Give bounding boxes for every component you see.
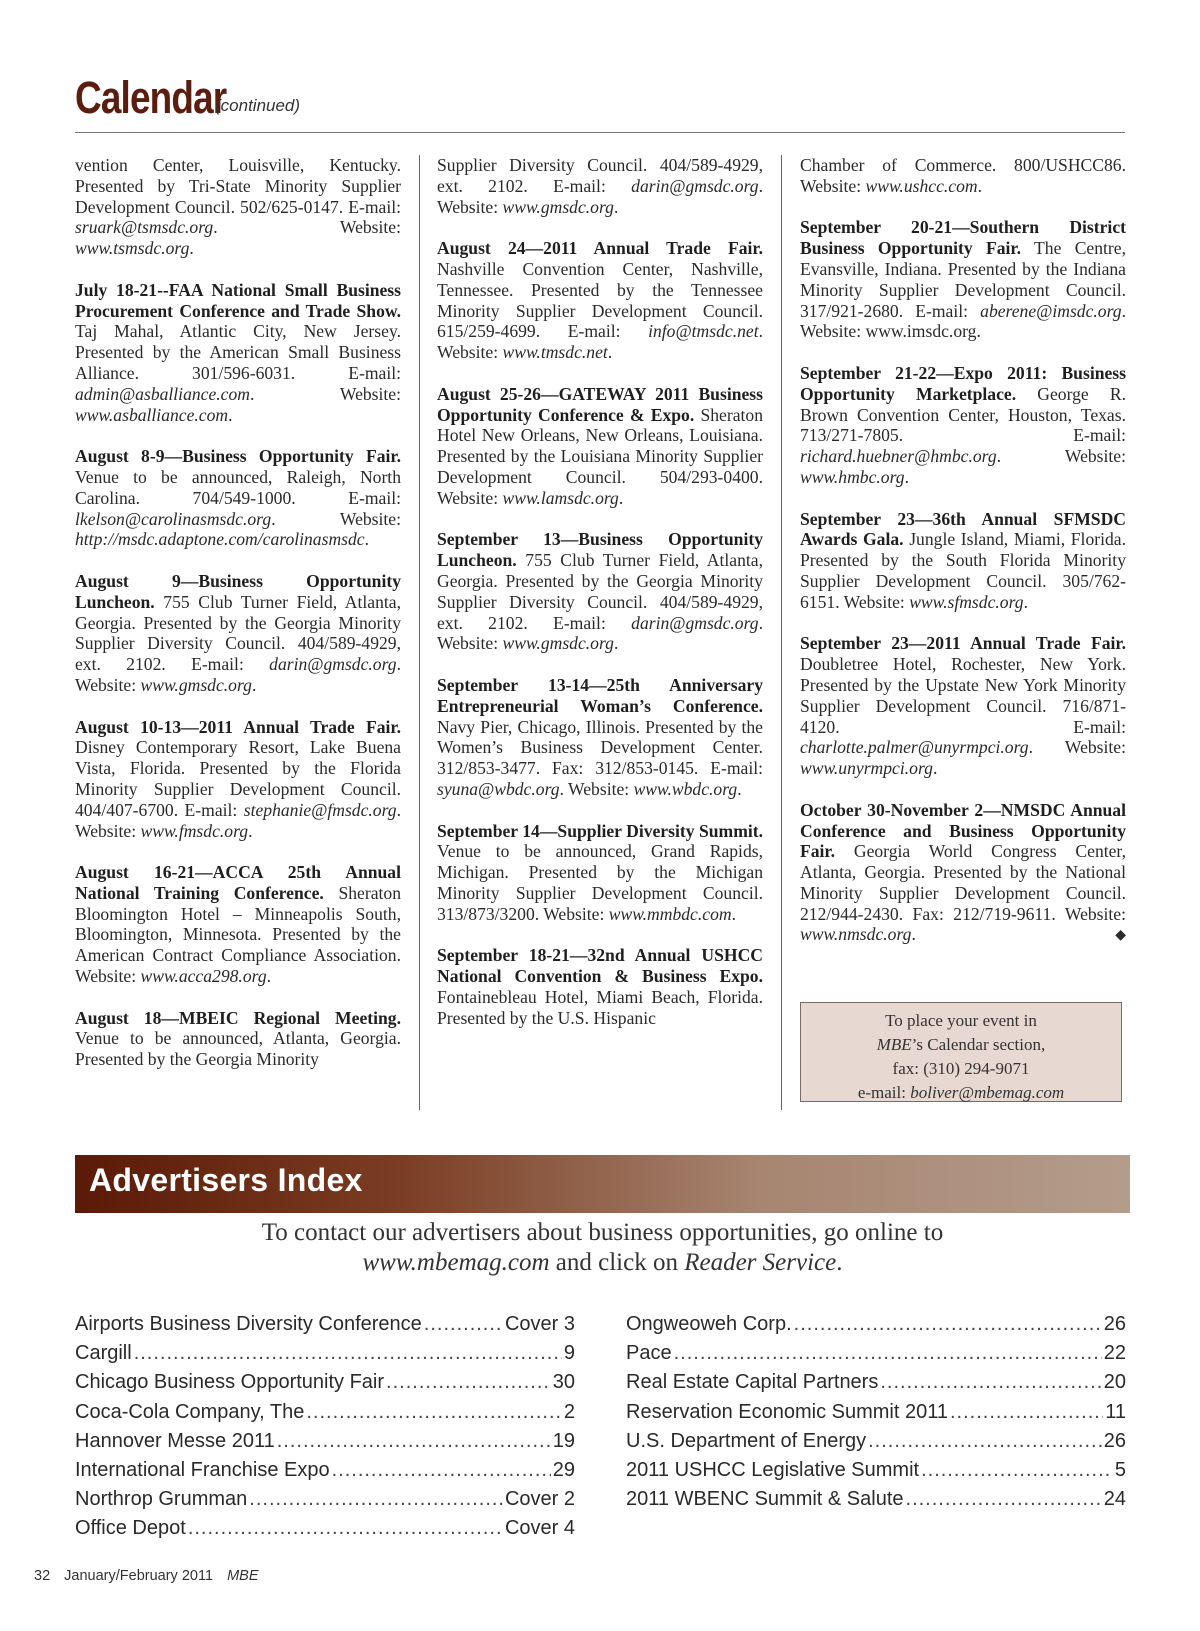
calendar-entry xyxy=(75,571,401,696)
event-website-label: . Website: xyxy=(213,217,401,238)
reader-service-text: Reader Service xyxy=(684,1249,837,1276)
event-website-label: . Website: xyxy=(996,446,1126,467)
advertisers-intro-end: . xyxy=(836,1249,843,1276)
advertiser-row[interactable] xyxy=(626,1313,1126,1342)
event-end: . xyxy=(737,778,742,799)
advertisers-intro-line2 xyxy=(75,1248,1130,1278)
event-details: Georgia World Congress Center, Atlanta, Georgia. Presented by the National Minority Supplier Development Council. 212/944-2430. Fax: 212/719-9611. Website: xyxy=(800,841,1126,924)
calendar-entry xyxy=(437,384,763,509)
event-details: The Centre, Evansville, Indiana. Presented by the Indiana Minority Supplier Development Council. 317/921-2680. E-mail: xyxy=(800,238,1126,321)
advertiser-page: 22 xyxy=(1103,1342,1126,1365)
event-website-label: . Website: xyxy=(437,175,763,217)
event-email[interactable]: admin@asballiance.com xyxy=(75,383,250,404)
event-website[interactable]: www.hmbc.org xyxy=(800,466,905,487)
dot-leader xyxy=(868,1430,1102,1453)
event-email[interactable]: stephanie@fmsdc.org xyxy=(243,799,397,820)
place-event-box xyxy=(800,1002,1122,1102)
calendar-entry xyxy=(437,675,763,800)
event-details: Disney Contemporary Resort, Lake Buena Vista, Florida. Presented by the Florida Minority Supplier Development Council. 404/407-6700. E-mail: xyxy=(75,737,401,820)
event-website-label: . Website: xyxy=(559,778,634,799)
advertiser-page: Cover 4 xyxy=(504,1517,575,1540)
dot-leader xyxy=(134,1342,562,1365)
event-website[interactable]: www.asballiance.com xyxy=(75,404,229,425)
issue-date: January/February 2011 xyxy=(64,1568,214,1584)
event-end: . xyxy=(607,342,613,363)
advertiser-row[interactable] xyxy=(75,1401,575,1430)
advertiser-page: 20 xyxy=(1103,1371,1126,1394)
event-details: Fontainebleau Hotel, Miami Beach, Florida. Presented by the U.S. Hispanic xyxy=(437,986,763,1028)
calendar-entry xyxy=(800,509,1126,613)
advertiser-page: 26 xyxy=(1103,1429,1126,1452)
event-title: August 16-21—ACCA 25th Annual National Training Conference. xyxy=(75,862,401,903)
dot-leader xyxy=(794,1313,1102,1336)
column-divider xyxy=(781,155,782,1110)
event-website[interactable]: www.sfmsdc.org xyxy=(909,591,1024,612)
place-box-line2-rest: ’s Calendar section, xyxy=(911,1035,1046,1054)
event-title: September 13-14—25th Anniversary Entrepreneurial Woman’s Conference. xyxy=(437,674,763,716)
calendar-entry xyxy=(75,717,401,842)
calendar-entry xyxy=(800,633,1126,779)
mbe-name: MBE xyxy=(876,1035,912,1054)
dot-leader xyxy=(249,1488,503,1511)
advertiser-name: Hannover Messe 2011 xyxy=(75,1429,275,1452)
event-end: . xyxy=(228,404,233,425)
advertisers-intro-mid: and click on xyxy=(549,1249,685,1276)
advertiser-name: Coca-Cola Company, The xyxy=(75,1400,305,1423)
event-title: August 24—2011 Annual Trade Fair. xyxy=(437,238,763,259)
event-details: Supplier Diversity Council. 404/589-4929, ext. 2102. E-mail: xyxy=(437,155,763,196)
place-box-line2 xyxy=(801,1033,1121,1057)
event-details: Venue to be announced, Raleigh, North Carolina. 704/549-1000. E-mail: xyxy=(75,466,401,508)
advertiser-row[interactable] xyxy=(626,1488,1126,1517)
event-website-label: . Website: xyxy=(1028,737,1126,758)
event-title: September 13—Business Opportunity Luncheon. xyxy=(437,529,763,571)
event-website[interactable]: www.lamsdc.org xyxy=(502,487,619,508)
advertiser-row[interactable] xyxy=(626,1401,1126,1430)
event-end: . xyxy=(618,487,624,508)
event-details: Venue to be announced, Atlanta, Georgia. Presented by the Georgia Minority xyxy=(75,1028,401,1070)
calendar-column-3 xyxy=(800,155,1126,966)
calendar-header xyxy=(75,70,1125,133)
dot-leader xyxy=(950,1401,1103,1424)
event-website-label: . Website: xyxy=(437,612,763,654)
calendar-continued-label: (continued) xyxy=(215,96,301,115)
advertiser-row[interactable] xyxy=(75,1342,575,1371)
event-website[interactable]: www.gmsdc.org xyxy=(502,196,614,217)
event-website-label: . Website: xyxy=(75,799,401,841)
event-details: Chamber of Commerce. 800/USHCC86. Website: xyxy=(800,155,1126,196)
event-details: George R. Brown Convention Center, Houston, Texas. 713/271-7805. E-mail: xyxy=(800,383,1126,446)
dot-leader xyxy=(188,1517,503,1540)
dot-leader xyxy=(674,1342,1102,1365)
event-website[interactable]: www.gmsdc.org xyxy=(502,633,614,654)
advertiser-row[interactable] xyxy=(75,1488,575,1517)
calendar-entry xyxy=(437,529,763,654)
event-details: 755 Club Turner Field, Atlanta, Georgia. Presented by the Georgia Minority Supplier Diversity Council. 404/589-4929, ext. 2102. E-mail: xyxy=(75,591,401,675)
event-title: September 20-21—Southern District Business Opportunity Fair. xyxy=(800,217,1126,259)
event-end: . xyxy=(248,820,253,841)
event-website-label: . Website: xyxy=(271,508,401,529)
calendar-entry xyxy=(437,945,763,1028)
event-website[interactable]: www.mmbdc.com xyxy=(608,903,732,924)
event-website-label: . Website: www.imsdc.org. xyxy=(800,300,1126,342)
advertiser-name: Reservation Economic Summit 2011 xyxy=(626,1400,948,1423)
advertiser-name: Cargill xyxy=(75,1342,132,1365)
advertiser-page: 30 xyxy=(552,1371,575,1394)
place-box-fax: fax: (310) 294-9071 xyxy=(892,1059,1030,1078)
advertiser-row[interactable] xyxy=(75,1371,575,1400)
advertiser-name: U.S. Department of Energy xyxy=(626,1429,867,1452)
advertiser-row[interactable] xyxy=(626,1459,1126,1488)
event-end: . xyxy=(189,238,194,259)
event-end: . xyxy=(904,466,909,487)
mbemag-link[interactable]: www.mbemag.com xyxy=(362,1249,550,1276)
advertiser-name: Office Depot xyxy=(75,1517,186,1540)
place-box-email-line xyxy=(801,1081,1121,1105)
event-website-label: . Website: xyxy=(75,654,401,695)
calendar-entry xyxy=(75,280,401,426)
event-details: Sheraton Hotel New Orleans, New Orleans, Louisiana. Presented by the Louisiana Minority Supplier Development Council. 504/293-0400. Website: xyxy=(437,404,763,508)
calendar-entry xyxy=(800,217,1126,342)
advertiser-row[interactable] xyxy=(75,1459,575,1488)
advertiser-page: Cover 2 xyxy=(504,1488,575,1511)
event-website[interactable]: www.nmsdc.org xyxy=(800,924,912,945)
advertiser-page: 24 xyxy=(1103,1488,1126,1511)
calendar-entry xyxy=(75,446,401,550)
event-title: September 23—2011 Annual Trade Fair. xyxy=(800,633,1126,654)
event-title: August 10-13—2011 Annual Trade Fair. xyxy=(75,716,401,737)
event-website-label: . Website: xyxy=(437,321,763,363)
calendar-entry xyxy=(800,363,1126,488)
end-diamond-icon: ◆ xyxy=(1115,928,1126,944)
event-email[interactable]: sruark@tsmsdc.org xyxy=(75,217,214,238)
event-email[interactable]: darin@gmsdc.org xyxy=(631,175,759,196)
calendar-columns xyxy=(75,155,1125,1115)
advertiser-name: 2011 USHCC Legislative Summit xyxy=(626,1458,920,1481)
event-email[interactable]: lkelson@carolinasmsdc.org xyxy=(75,508,272,529)
event-title: September 18-21—32nd Annual USHCC National Convention & Business Expo. xyxy=(437,945,763,987)
advertiser-name: Airports Business Diversity Conference xyxy=(75,1313,422,1335)
event-details: Taj Mahal, Atlantic City, New Jersey. Presented by the American Small Business Alliance. 301/596-6031. E-mail: xyxy=(75,321,401,383)
advertiser-page: 2 xyxy=(563,1400,575,1423)
event-details: Venue to be announced, Grand Rapids, Michigan. Presented by the Michigan Minority Supplier Development Council. 313/873/3200. Website: xyxy=(437,841,763,924)
calendar-column-1 xyxy=(75,155,401,1091)
event-end: . xyxy=(613,196,619,217)
column-divider xyxy=(419,155,420,1110)
dot-leader xyxy=(906,1488,1102,1511)
calendar-entry xyxy=(75,862,401,987)
event-end: . xyxy=(932,758,938,779)
event-end: . xyxy=(977,175,983,196)
advertisers-index-banner xyxy=(75,1155,1130,1213)
place-box-email[interactable]: boliver@mbemag.com xyxy=(910,1083,1065,1102)
event-title: August 18—MBEIC Regional Meeting. xyxy=(75,1007,401,1028)
event-title: August 9—Business Opportunity Luncheon. xyxy=(75,570,401,612)
event-details: Navy Pier, Chicago, Illinois. Presented by the Women’s Business Development Center. 312/853-3477. Fax: 312/853-0145. E-mail: xyxy=(437,716,763,779)
event-end: . xyxy=(1023,591,1028,612)
place-box-email-label: e-mail: xyxy=(857,1083,911,1102)
event-title: August 25-26—GATEWAY 2011 Business Opportunity Conference & Expo. xyxy=(437,383,763,425)
calendar-entry xyxy=(437,238,763,363)
advertiser-page: 19 xyxy=(552,1429,575,1452)
dot-leader xyxy=(424,1313,503,1336)
advertiser-page: 11 xyxy=(1105,1400,1126,1423)
event-end: . xyxy=(364,529,370,550)
advertiser-name: Chicago Business Opportunity Fair xyxy=(75,1371,385,1394)
calendar-entry xyxy=(437,155,763,217)
dot-leader xyxy=(386,1371,551,1394)
calendar-entry xyxy=(75,155,401,259)
advertiser-row[interactable] xyxy=(75,1313,575,1342)
event-email[interactable]: darin@gmsdc.org xyxy=(269,654,397,675)
event-details: 755 Club Turner Field, Atlanta, Georgia. Presented by the Georgia Minority Supplier Diversity Council. 404/589-4929, ext. 2102. E-mail: xyxy=(437,550,763,633)
advertisers-list-right xyxy=(626,1313,1126,1517)
event-email[interactable]: info@tmsdc.net xyxy=(648,321,759,342)
advertiser-page: 26 xyxy=(1103,1313,1126,1335)
event-end: . xyxy=(731,903,736,924)
event-email[interactable]: syuna@wbdc.org xyxy=(437,778,560,799)
magazine-name: MBE xyxy=(227,1568,259,1584)
event-website[interactable]: www.fmsdc.org xyxy=(140,820,249,841)
advertisers-intro xyxy=(75,1218,1130,1278)
advertiser-row[interactable] xyxy=(626,1342,1126,1371)
event-details: Doubletree Hotel, Rochester, New York. Presented by the Upstate New York Minority Supplier Development Council. 716/871-4120. E-mail: xyxy=(800,654,1126,737)
dot-leader xyxy=(880,1371,1101,1394)
advertiser-page: 29 xyxy=(552,1458,575,1481)
advertiser-page: 5 xyxy=(1114,1458,1126,1481)
event-title: September 21-22—Expo 2011: Business Opportunity Marketplace. xyxy=(800,362,1126,404)
event-email[interactable]: aberene@imsdc.org xyxy=(980,300,1122,321)
advertisers-list-left xyxy=(75,1313,575,1547)
event-details: Jungle Island, Miami, Florida. Presented by the South Florida Minority Supplier Development Council. 305/762-6151. Website: xyxy=(800,529,1126,612)
page-number: 32 xyxy=(34,1568,51,1584)
advertiser-name: Real Estate Capital Partners xyxy=(626,1371,879,1394)
advertiser-name: Northrop Grumman xyxy=(75,1488,248,1511)
calendar-title: Calendar xyxy=(75,72,227,123)
dot-leader xyxy=(277,1430,551,1453)
event-title: September 23—36th Annual SFMSDC Awards Gala. xyxy=(800,508,1126,550)
event-details: Sheraton Bloomington Hotel – Minneapolis South, Bloomington, Minnesota. Presented by the American Contract Compliance Association. Website: xyxy=(75,882,401,987)
advertiser-name: International Franchise Expo xyxy=(75,1458,330,1481)
event-end: . xyxy=(613,633,619,654)
dot-leader xyxy=(306,1401,562,1424)
calendar-entry xyxy=(437,821,763,925)
event-email[interactable]: darin@gmsdc.org xyxy=(631,612,759,633)
advertiser-name: Ongweoweh Corp. xyxy=(626,1313,792,1335)
event-website[interactable]: www.wbdc.org xyxy=(633,778,738,799)
advertiser-page: 9 xyxy=(563,1342,575,1365)
event-end: . xyxy=(251,674,257,695)
advertiser-row[interactable] xyxy=(75,1430,575,1459)
advertiser-row[interactable] xyxy=(626,1430,1126,1459)
event-details: Nashville Convention Center, Nashville, Tennessee. Presented by the Tennessee Minority Supplier Development Council. 615/259-4699. E-mail: xyxy=(437,258,763,342)
event-email[interactable]: richard.huebner@hmbc.org xyxy=(800,446,997,467)
calendar-entry xyxy=(800,155,1126,197)
event-end: . xyxy=(911,924,916,945)
advertisers-index-title: Advertisers Index xyxy=(89,1162,363,1198)
event-website[interactable]: www.unyrmpci.org xyxy=(800,758,933,779)
event-end: . xyxy=(266,966,272,987)
event-website[interactable]: www.acca298.org xyxy=(140,966,267,987)
event-website[interactable]: http://msdc.adaptone.com/carolinasmsdc xyxy=(75,529,365,550)
advertisers-intro-line1: To contact our advertisers about business opportunities, go online to xyxy=(261,1219,944,1246)
advertiser-name: 2011 WBENC Summit & Salute xyxy=(626,1488,904,1511)
calendar-column-2 xyxy=(437,155,763,1049)
event-website[interactable]: www.tsmsdc.org xyxy=(75,238,190,259)
event-title: October 30-November 2—NMSDC Annual Conference and Business Opportunity Fair. xyxy=(800,799,1126,862)
page-footer xyxy=(34,1568,268,1584)
event-title: August 8-9—Business Opportunity Fair. xyxy=(75,446,401,467)
calendar-entry xyxy=(75,1008,401,1070)
event-website[interactable]: www.gmsdc.org xyxy=(140,674,252,695)
event-title: September 14—Supplier Diversity Summit. xyxy=(437,820,763,841)
event-title: July 18-21--FAA National Small Business Procurement Conference and Trade Show. xyxy=(75,279,401,321)
dot-leader xyxy=(921,1459,1113,1482)
advertiser-row[interactable] xyxy=(75,1517,575,1546)
calendar-entry xyxy=(800,800,1126,946)
event-website[interactable]: www.ushcc.com xyxy=(865,175,978,196)
place-box-line1: To place your event in xyxy=(885,1011,1037,1030)
advertiser-row[interactable] xyxy=(626,1371,1126,1400)
event-details: vention Center, Louisville, Kentucky. Presented by Tri-State Minority Supplier Development Council. 502/625-0147. E-mail: xyxy=(75,155,401,217)
event-website[interactable]: www.tmsdc.net xyxy=(502,342,608,363)
dot-leader xyxy=(332,1459,551,1482)
advertiser-page: Cover 3 xyxy=(504,1313,575,1335)
event-email[interactable]: charlotte.palmer@unyrmpci.org xyxy=(800,737,1029,758)
advertiser-name: Pace xyxy=(626,1342,672,1365)
event-website-label: . Website: xyxy=(250,383,401,404)
